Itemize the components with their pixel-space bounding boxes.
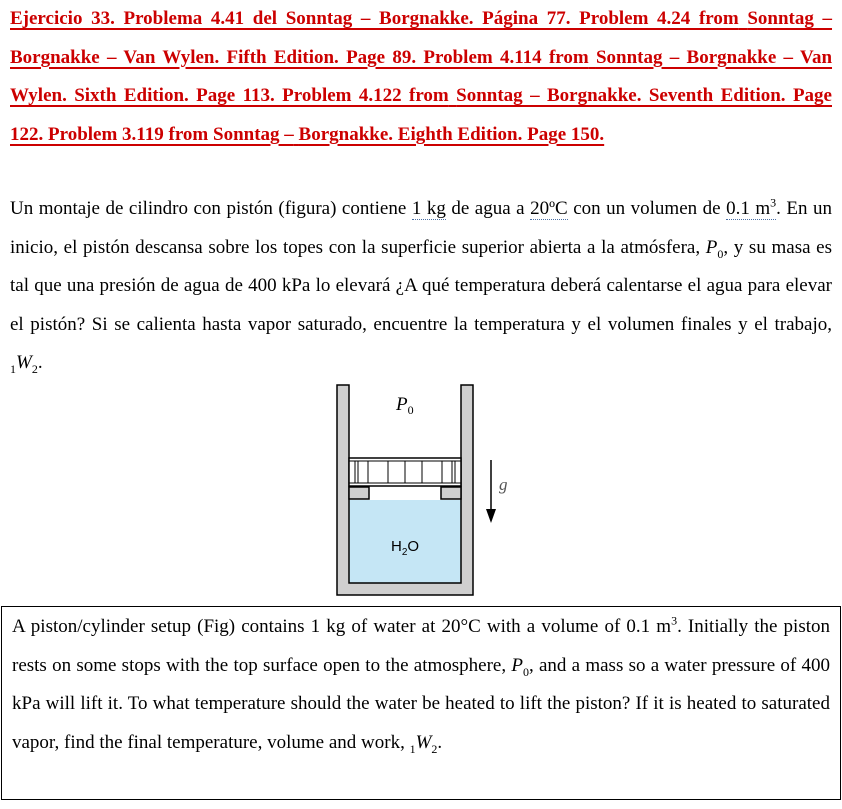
text-segment: de agua a xyxy=(445,198,531,219)
spanish-problem-statement xyxy=(10,190,832,383)
gravity-arrow xyxy=(486,460,496,523)
pressure-symbol: P xyxy=(511,654,523,676)
text-segment: . Initially the piston rests on some stops with the top surface open to the atmosphere, xyxy=(12,616,830,676)
heading-line-3: Sonntag – Borgnakke – Van Wylen. Sixth Edition. Page 113. Problem 4.122 from xyxy=(10,46,833,106)
exercise-heading xyxy=(10,0,832,154)
heading-line-2: Sonntag – Borgnakke – Van Wylen. Fifth Edition. Page 89. Problem 4.114 from xyxy=(10,8,833,68)
heading-line-5: Borgnakke. Eighth Edition. Page 150. xyxy=(298,123,605,145)
volume-exponent: 3 xyxy=(770,195,777,210)
p0-label: $P_0$ xyxy=(396,394,414,417)
h2o-label: $H_2O$ xyxy=(391,538,420,558)
volume-value xyxy=(726,195,777,220)
piston-cylinder-figure xyxy=(325,382,515,597)
cylinder-diagram xyxy=(325,382,515,597)
text-segment: Un montaje de cilindro con pistón (figura) contiene xyxy=(10,198,412,219)
work-subscript: 2 xyxy=(31,361,38,376)
english-problem-box xyxy=(1,606,841,800)
pressure-subscript: 0 xyxy=(717,246,724,261)
work-subscript: 2 xyxy=(431,741,438,756)
heading-line-1: Ejercicio 33. Problema 4.41 del Sonntag – Borgnakke. Página 77. Problem 4.24 from xyxy=(10,8,739,29)
work-symbol: W xyxy=(415,731,432,753)
water-region xyxy=(349,500,461,583)
text-segment: . En un inicio, el pistón descansa sobre los topes con la superficie superior abierta a la atmósfera, xyxy=(10,198,833,258)
text-segment: . xyxy=(37,352,43,373)
text-segment: , and a mass so a water pressure of 400 kPa will lift it. To what temperature should the water be heated to lift the piston? If it is heated to saturated vapor, find the final temperature, volume and work, xyxy=(12,654,831,753)
right-stop xyxy=(441,487,461,499)
text-segment: , y su masa es tal que una presión de agua de 400 kPa lo elevará ¿A qué temperatura deberá calentarse el agua para elevar el pistón? Si se calienta hasta vapor saturado, encuentre la temperatura y el volumen finales y el trabajo, xyxy=(10,236,833,335)
english-problem-statement xyxy=(12,608,830,762)
text-segment: . xyxy=(437,731,443,753)
mass-value: 1 kg xyxy=(411,198,446,219)
pressure-symbol: P xyxy=(705,236,718,258)
work-symbol: W xyxy=(16,352,32,373)
left-stop xyxy=(349,487,369,499)
piston xyxy=(349,458,461,486)
pressure-subscript: 0 xyxy=(522,664,529,679)
gravity-label: g xyxy=(499,475,508,494)
text-segment: con un volumen de xyxy=(567,198,727,219)
temperature-value: 20ºC xyxy=(530,198,568,219)
work-prescript: 1 xyxy=(10,361,16,376)
heading-line-4: Sonntag – Borgnakke. Seventh Edition. Page 122. Problem 3.119 from Sonntag – xyxy=(10,85,832,145)
work-prescript: 1 xyxy=(409,741,416,756)
volume-text: 0.1 m xyxy=(726,198,771,219)
text-segment: A piston/cylinder setup (Fig) contains 1 kg of water at 20°C with a volume of 0.1 m xyxy=(12,616,672,637)
volume-exponent: 3 xyxy=(671,613,678,628)
